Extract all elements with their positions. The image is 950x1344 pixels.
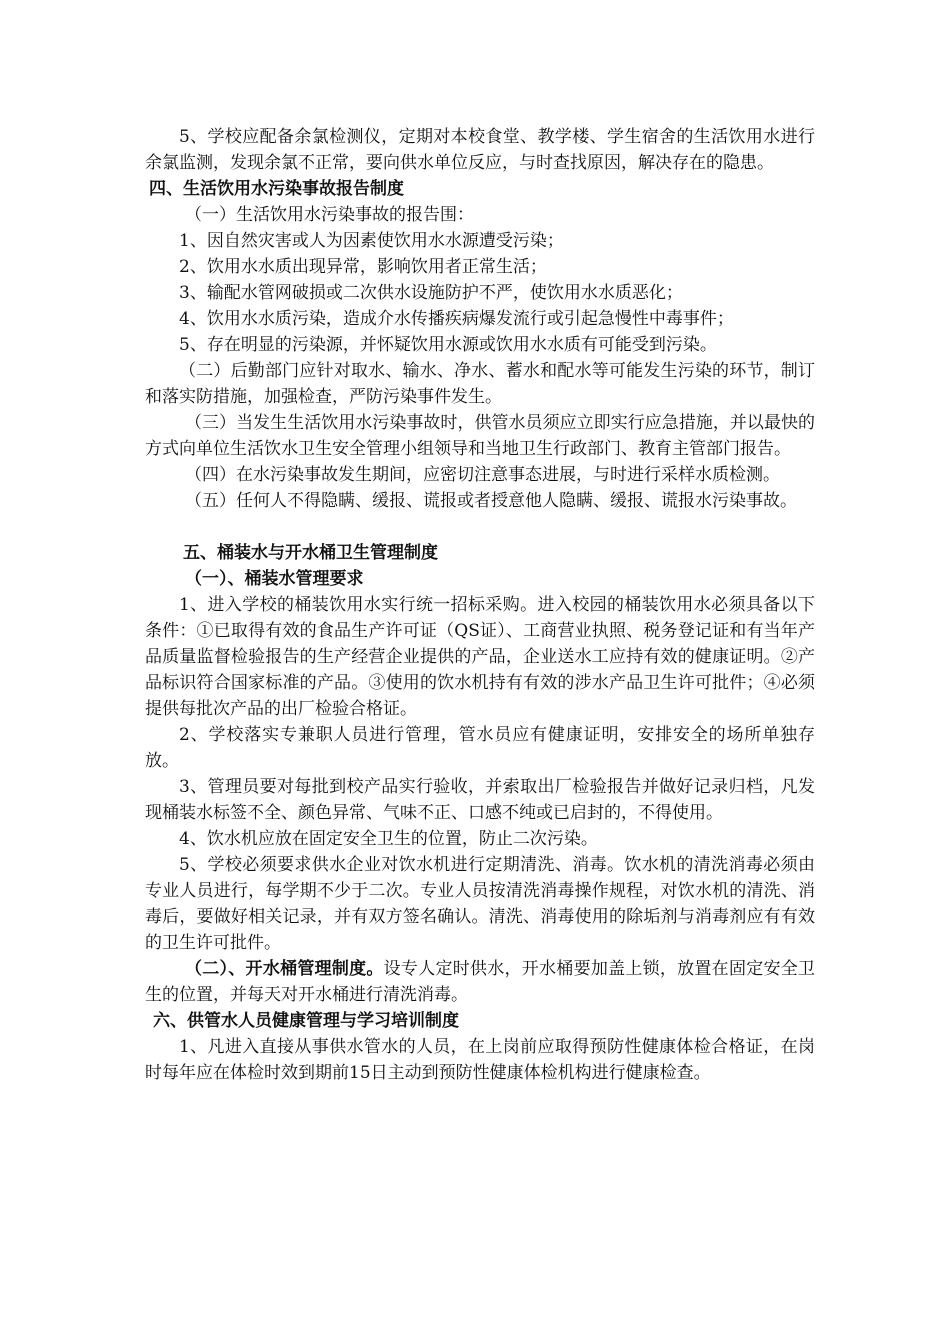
paragraph-4-5: （五）任何人不得隐瞒、缓报、谎报或者授意他人隐瞒、缓报、谎报水污染事故。 [185,491,797,511]
subsection-5-1-title: （一）、桶装水管理要求 [185,569,364,589]
paragraph-4-3: （三）当发生生活饮用水污染事故时，供管水员须应立即实行应急措施，并以最快的方式向单位生活饮水卫生安全管理小组领导和当地卫生行政部门、教育主管部门报告。 [145,413,815,459]
list-item: 2、饮用水水质出现异常，影响饮用者正常生活； [179,257,547,277]
list-item: 4、饮水机应放在固定安全卫生的位置，防止二次污染。 [179,829,598,849]
list-item: 1、因自然灾害或人为因素使饮用水水源遭受污染； [179,231,564,251]
paragraph-residual-chlorine: 5、学校应配备余氯检测仪，定期对本校食堂、教学楼、学生宿舍的生活饮用水进行余氯监测，发现余氯不正常，要向供水单位反应，与时查找原因，解决存在的隐患。 [145,127,815,173]
list-item: 4、饮用水水质污染，造成介水传播疾病爆发流行或引起急慢性中毒事件； [179,309,734,329]
paragraph-6-1: 1、凡进入直接从事供水管水的人员，在上岗前应取得预防性健康体检合格证，在岗时每年应在体检时效到期前15日主动到预防性健康体检机构进行健康检查。 [145,1037,815,1083]
subsection-5-2-text: 设专人定时供水，开水桶要加盖上锁，放置在固定安全卫生的位置，并每天对开水桶进行清洗消毒。 [145,959,816,1005]
paragraph-5-2 [145,956,815,1008]
paragraph-4-2: （二）后勤部门应针对取水、输水、净水、蓄水和配水等可能发生污染的环节，制订和落实防措施，加强检查，严防污染事件发生。 [145,361,815,407]
section-heading-4: 四、生活饮用水污染事故报告制度 [149,179,404,199]
document-page [145,124,815,1086]
section-heading-6: 六、供管水人员健康管理与学习培训制度 [153,1011,459,1031]
list-item: 5、存在明显的污染源，并怀疑饮用水源或饮用水水质有可能受到污染。 [179,335,717,355]
list-item: 2、学校落实专兼职人员进行管理，管水员应有健康证明，安排安全的场所单独存放。 [145,725,815,771]
blank-line [145,514,815,540]
subsection-5-2-title: （二）、开水桶管理制度。 [185,959,384,979]
list-item: 1、进入学校的桶装饮用水实行统一招标采购。进入校园的桶装饮用水必须具备以下条件：①已取得有效的食品生产许可证（QS证）、工商营业执照、税务登记证和有当年产品质量监督检验报告的生产经营企业提供的产品，企业送水工应持有效的健康证明。②产品标识符合国家标准的产品。③使用的饮水机持有有效的涉水产品卫生许可批件；④必须提供每批次产品的出厂检验合格证。 [145,595,815,719]
list-item: 5、学校必须要求供水企业对饮水机进行定期清洗、消毒。饮水机的清洗消毒必须由专业人员进行，每学期不少于二次。专业人员按清洗消毒操作规程，对饮水机的清洗、消毒后，要做好相关记录，并有双方签名确认。清洗、消毒使用的除垢剂与消毒剂应有有效的卫生许可批件。 [145,855,815,953]
list-item: 3、输配水管网破损或二次供水设施防护不严，使饮用水水质恶化； [179,283,683,303]
subsection-4-1-title: （一）生活饮用水污染事故的报告围： [185,205,474,225]
section-heading-5: 五、桶装水与开水桶卫生管理制度 [183,543,438,563]
paragraph-4-4: （四）在水污染事故发生期间，应密切注意事态进展，与时进行采样水质检测。 [185,465,780,485]
list-item: 3、管理员要对每批到校产品实行验收，并索取出厂检验报告并做好记录归档，凡发现桶装水标签不全、颜色异常、气味不正、口感不纯或已启封的，不得使用。 [145,777,815,823]
